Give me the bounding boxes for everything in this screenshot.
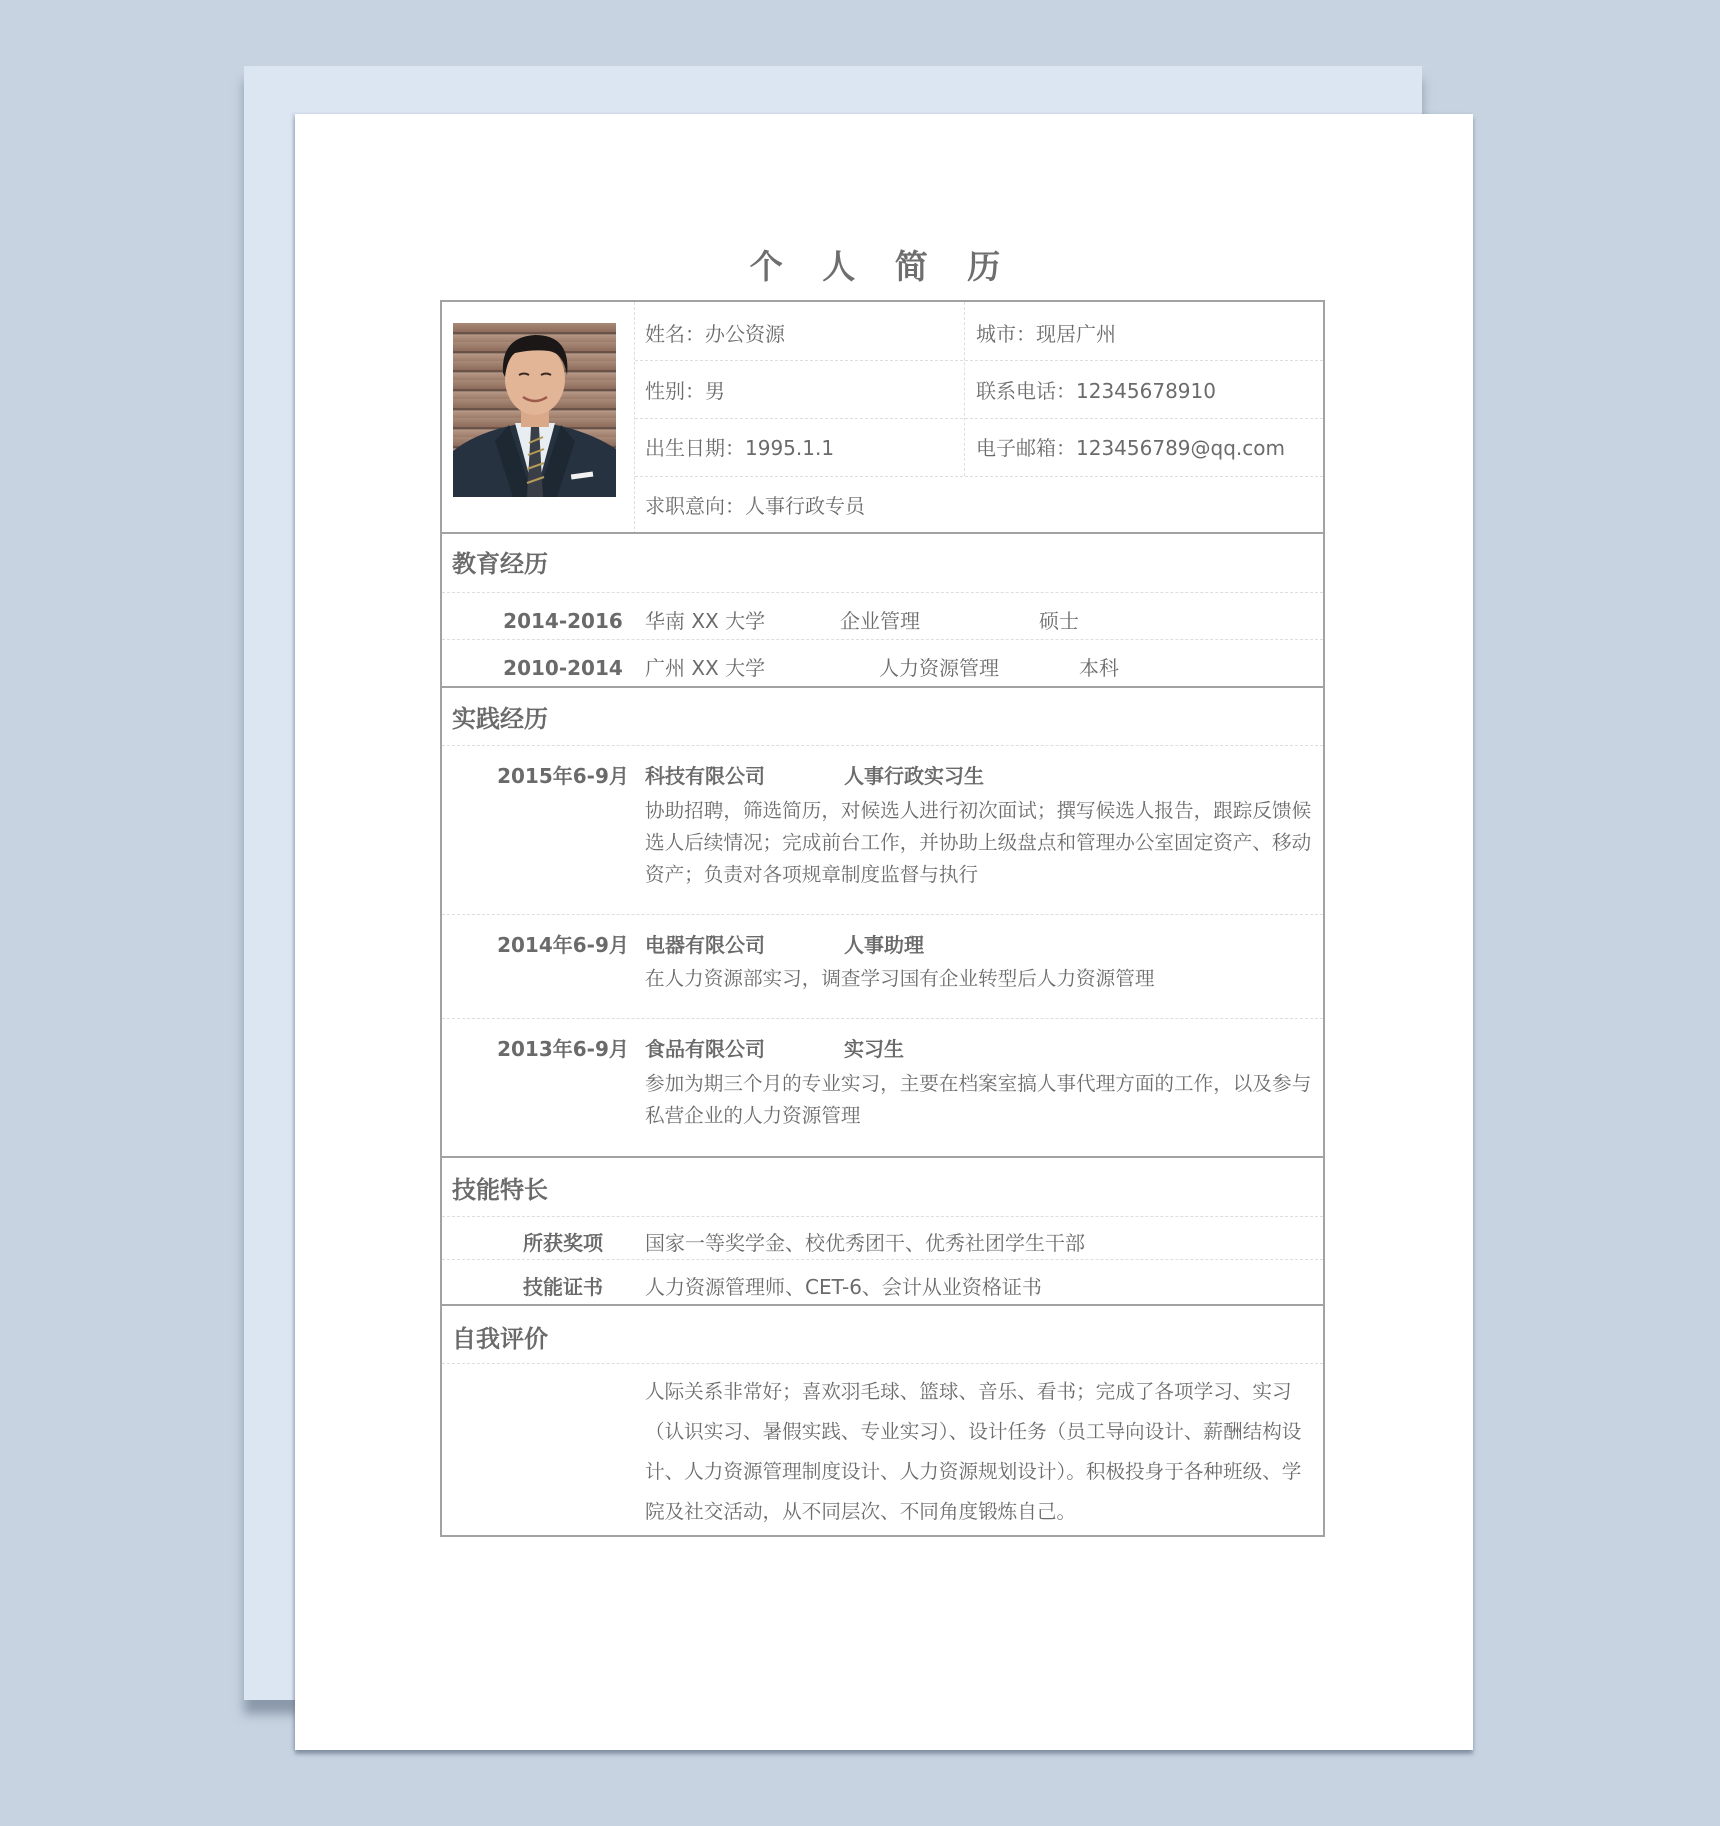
phone-field: 联系电话：12345678910 — [976, 379, 1216, 403]
row-divider — [442, 745, 1323, 746]
row-divider — [442, 639, 1323, 640]
row-divider — [635, 476, 1323, 477]
row-divider — [635, 418, 1323, 419]
skills-heading: 技能特长 — [452, 1176, 548, 1204]
education-school: 广州 XX 大学 — [645, 656, 766, 680]
info-column-divider — [964, 302, 965, 476]
skill-value: 国家一等奖学金、校优秀团干、优秀社团学生干部 — [645, 1231, 1085, 1255]
education-period: 2014-2016 — [503, 609, 623, 633]
practice-description: 参加为期三个月的专业实习，主要在档案室搞人事代理方面的工作，以及参与私营企业的人力资源管理 — [645, 1072, 1312, 1127]
skill-label: 技能证书 — [523, 1275, 603, 1299]
practice-description: 协助招聘，筛选简历，对候选人进行初次面试；撰写候选人报告，跟踪反馈候选人后续情况；完成前台工作，并协助上级盘点和管理办公室固定资产、移动资产；负责对各项规章制度监督与执行 — [645, 799, 1312, 886]
skill-value: 人力资源管理师、CET-6、会计从业资格证书 — [645, 1275, 1042, 1299]
practice-role: 实习生 — [844, 1037, 904, 1061]
practice-role: 人事行政实习生 — [844, 764, 984, 788]
practice-period: 2015年6-9月 — [497, 764, 629, 788]
page-title: 个 人 简 历 — [749, 247, 1015, 286]
practice-role: 人事助理 — [844, 933, 924, 957]
practice-heading: 实践经历 — [452, 705, 548, 733]
row-divider — [442, 1259, 1323, 1260]
practice-period: 2013年6-9月 — [497, 1037, 629, 1061]
profile-photo — [453, 323, 616, 497]
birthdate-field: 出生日期：1995.1.1 — [645, 436, 835, 460]
row-divider — [442, 1363, 1323, 1364]
education-degree: 本科 — [1079, 656, 1119, 680]
name-field: 姓名：办公资源 — [645, 322, 785, 346]
self-evaluation-heading: 自我评价 — [452, 1325, 548, 1353]
email-field: 电子邮箱：123456789@qq.com — [976, 436, 1285, 460]
practice-description: 在人力资源部实习，调查学习国有企业转型后人力资源管理 — [645, 967, 1155, 990]
practice-section — [442, 686, 1323, 1156]
basic-info-section — [442, 302, 1323, 534]
education-degree: 硕士 — [1039, 609, 1079, 633]
education-period: 2010-2014 — [503, 656, 623, 680]
self-evaluation-text: 人际关系非常好；喜欢羽毛球、篮球、音乐、看书；完成了各项学习、实习（认识实习、暑假实践、专业实习）、设计任务（员工导向设计、薪酬结构设计、人力资源管理制度设计、人力资源规划设计）。积极投身于各种班级、学院及社交活动，从不同层次、不同角度锻炼自己。 — [645, 1380, 1302, 1523]
practice-company: 电器有限公司 — [645, 933, 765, 957]
resume-table — [440, 300, 1325, 1537]
row-divider — [442, 914, 1323, 915]
row-divider — [442, 592, 1323, 593]
skill-label: 所获奖项 — [523, 1231, 603, 1255]
education-major: 人力资源管理 — [879, 656, 999, 680]
education-major: 企业管理 — [840, 609, 920, 633]
education-heading: 教育经历 — [452, 550, 548, 578]
person-portrait-icon — [453, 323, 616, 497]
job-intention-field: 求职意向：人事行政专员 — [645, 494, 865, 518]
education-school: 华南 XX 大学 — [645, 609, 766, 633]
education-section — [442, 532, 1323, 688]
row-divider — [442, 1216, 1323, 1217]
city-field: 城市：现居广州 — [976, 322, 1116, 346]
skills-section — [442, 1156, 1323, 1304]
row-divider — [635, 360, 1323, 361]
practice-company: 食品有限公司 — [645, 1037, 765, 1061]
gender-field: 性别：男 — [645, 379, 725, 403]
self-evaluation-section — [442, 1304, 1323, 1537]
row-divider — [442, 1018, 1323, 1019]
practice-period: 2014年6-9月 — [497, 933, 629, 957]
practice-company: 科技有限公司 — [645, 764, 765, 788]
